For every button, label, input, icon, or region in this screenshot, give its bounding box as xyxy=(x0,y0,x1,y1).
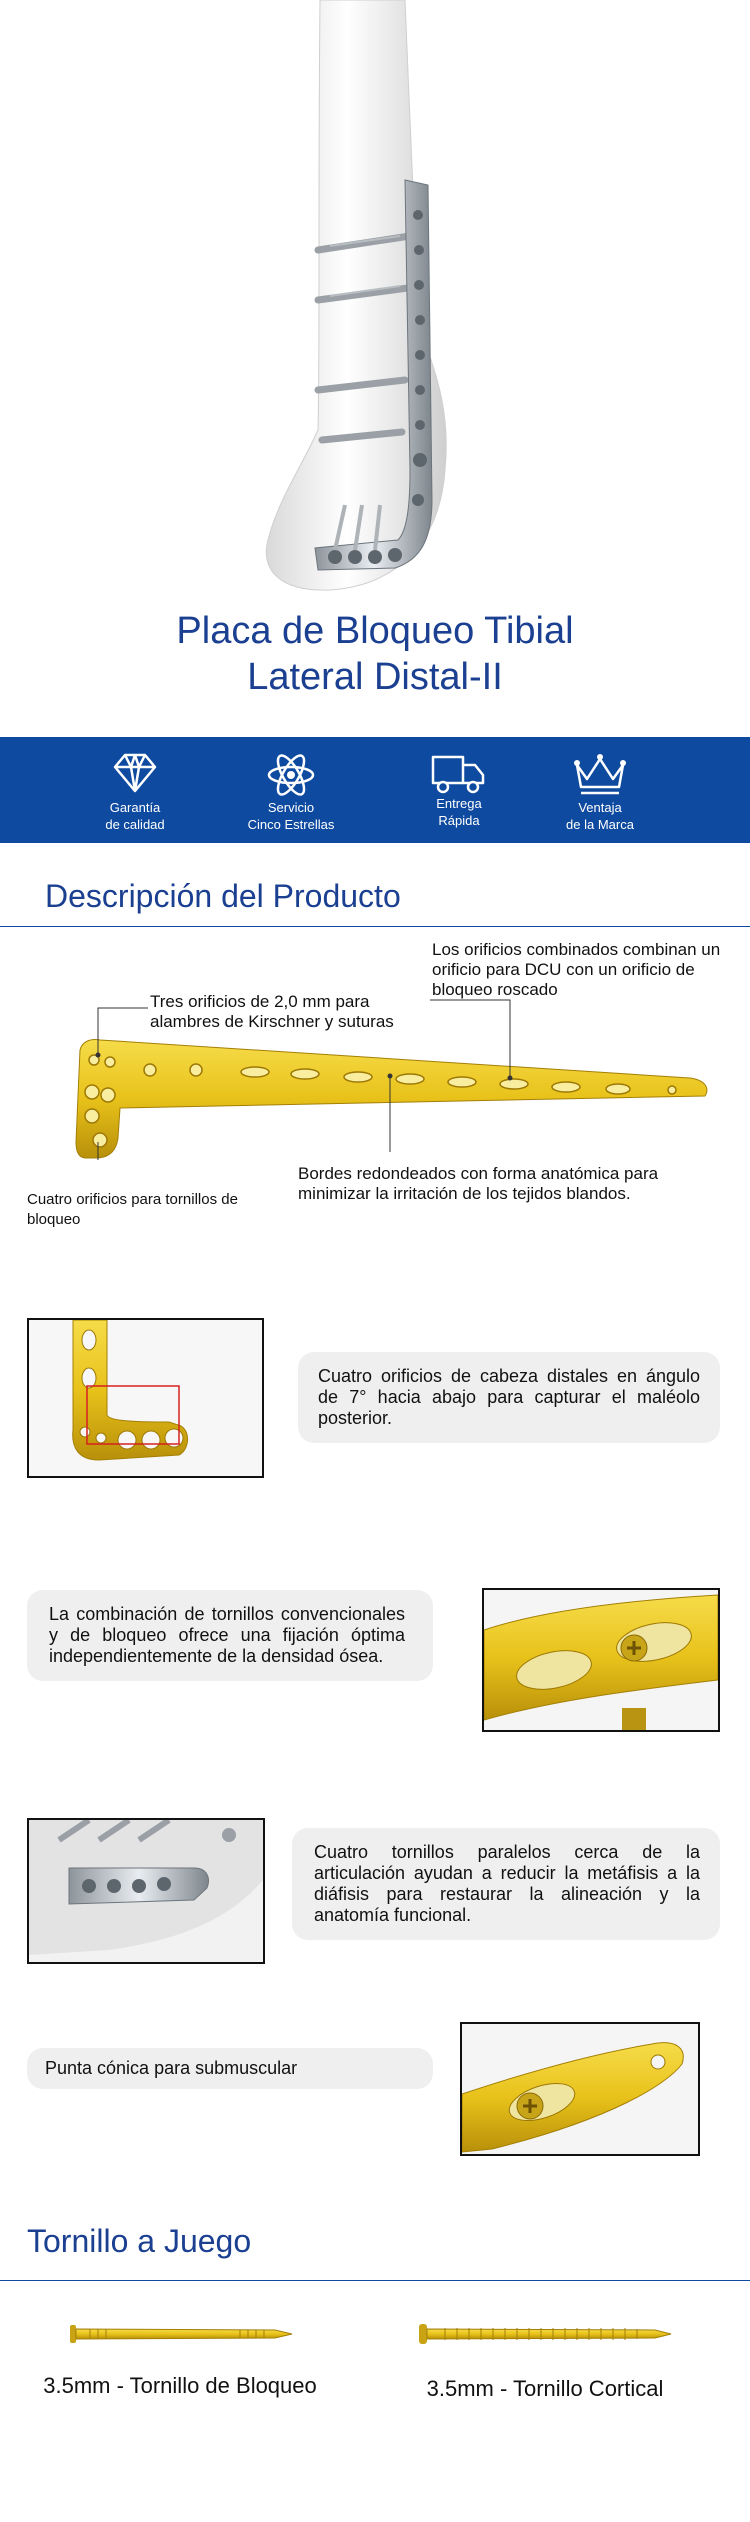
feature-quality xyxy=(60,737,210,843)
screws-divider xyxy=(0,2280,750,2281)
feature-label-line2: Rápida xyxy=(438,813,480,828)
crown-icon xyxy=(571,751,629,797)
feature-label-line1: Entrega xyxy=(436,796,482,811)
feature-band xyxy=(0,737,750,843)
detail-image-parallel-screws xyxy=(27,1818,265,1964)
product-title-line2: Lateral Distal-II xyxy=(247,656,503,698)
cortical-screw-label: 3.5mm - Tornillo Cortical xyxy=(426,2376,664,2401)
detail-image-conical-tip xyxy=(460,2022,700,2156)
locking-screw-image xyxy=(60,2315,300,2355)
detail-text-conical-tip: Punta cónica para submuscular xyxy=(27,2048,433,2089)
detail-image-distal-holes xyxy=(27,1318,264,1478)
detail-text-screw-combination: La combinación de tornillos convencionales y de bloqueo ofrece una fijación óptima independientemente de la densidad ósea. xyxy=(27,1590,433,1681)
feature-brand xyxy=(525,737,675,843)
description-divider xyxy=(0,926,750,927)
detail-text-parallel-screws: Cuatro tornillos paralelos cerca de la articulación ayudan a reducir la metáfisis a la diáfisis para restaurar la alineación y la anatomía funcional. xyxy=(292,1828,720,1940)
annotation-rounded-edges: Bordes redondeados con forma anatómica para minimizar la irritación de los tejidos blandos. xyxy=(298,1164,659,1203)
truck-icon xyxy=(429,751,489,797)
feature-label-line1: Ventaja xyxy=(578,800,622,815)
feature-label-line1: Garantía xyxy=(109,800,161,815)
feature-label-line2: de la Marca xyxy=(566,817,634,832)
hero-image xyxy=(0,0,750,600)
screws-heading: Tornillo a Juego xyxy=(27,2223,252,2259)
feature-label-line1: Servicio xyxy=(267,800,315,815)
feature-service xyxy=(216,737,366,843)
annotation-kirschner-holes: Tres orificios de 2,0 mm para alambres de Kirschner y suturas xyxy=(150,992,394,1031)
feature-label-line2: Cinco Estrellas xyxy=(247,817,335,832)
product-title xyxy=(0,608,750,700)
atom-icon xyxy=(265,751,317,799)
annotation-combined-holes: Los orificios combinados combinan un orificio para DCU con un orificio de bloqueo roscado xyxy=(432,940,721,999)
diamond-icon xyxy=(109,751,161,795)
feature-delivery xyxy=(384,737,534,843)
detail-text-distal-holes: Cuatro orificios de cabeza distales en ángulo de 7° hacia abajo para capturar el maléolo posterior. xyxy=(298,1352,720,1443)
product-title-line1: Placa de Bloqueo Tibial xyxy=(176,610,574,652)
annotation-four-locking-holes: Cuatro orificios para tornillos de bloqueo xyxy=(27,1191,238,1228)
detail-image-combi-hole xyxy=(482,1588,720,1732)
description-heading: Descripción del Producto xyxy=(45,878,401,914)
locking-screw-label: 3.5mm - Tornillo de Bloqueo xyxy=(43,2373,317,2398)
cortical-screw-image xyxy=(415,2315,675,2355)
feature-label-line2: de calidad xyxy=(105,817,165,832)
